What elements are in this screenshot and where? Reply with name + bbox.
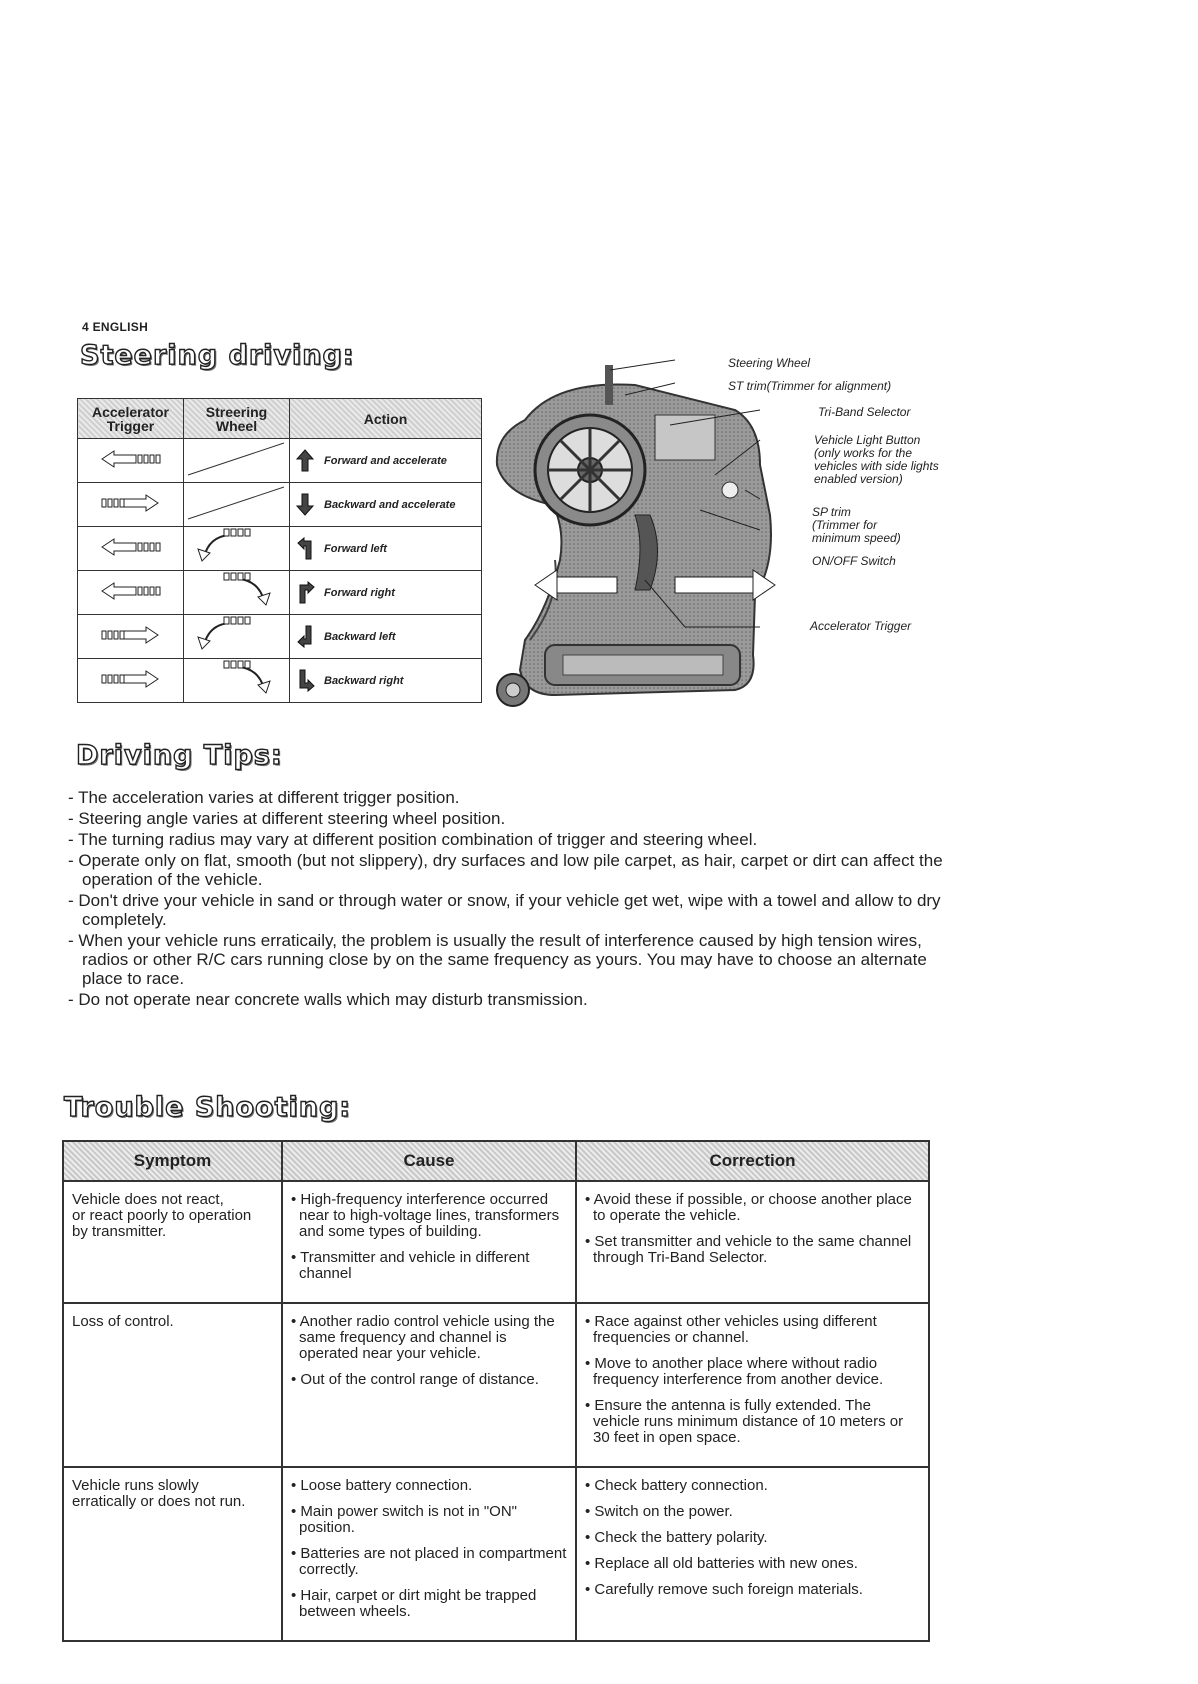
- cause-item: • Another radio control vehicle using the same frequency and channel is operated near your vehicle.: [291, 1313, 555, 1362]
- steering-wheel-icon: [535, 415, 645, 525]
- wheel-cell: [184, 527, 290, 571]
- trigger-forward-icon: [100, 581, 162, 601]
- symptom-cell: Vehicle runs slowly erratically or does not run.: [63, 1467, 282, 1641]
- trigger-forward-icon: [100, 537, 162, 557]
- cause-item: • Batteries are not placed in compartment correctly.: [291, 1545, 567, 1578]
- label-sp-trim: SP trim (Trimmer for minimum speed): [812, 505, 901, 545]
- action-cell: [290, 439, 482, 483]
- cause-cell: [282, 1181, 576, 1303]
- col-accelerator: Accelerator Trigger: [78, 399, 184, 439]
- trouble-title: Trouble Shooting:: [64, 1092, 352, 1123]
- action-label: Backward and accelerate: [324, 498, 456, 511]
- cause-cell: [282, 1303, 576, 1467]
- wheel-cell: [184, 483, 290, 527]
- trigger-backward-icon: [100, 669, 162, 689]
- page-header: 4 ENGLISH: [82, 320, 149, 334]
- trigger-cell: [78, 483, 184, 527]
- steering-row: [78, 439, 482, 483]
- action-cell: [290, 571, 482, 615]
- label-tri-band: Tri-Band Selector: [818, 405, 911, 419]
- correction-item: • Carefully remove such foreign materials.: [585, 1581, 863, 1598]
- label-st-trim: ST trim(Trimmer for alignment): [728, 379, 892, 393]
- tip-item: - Do not operate near concrete walls which may disturb transmission.: [68, 990, 588, 1009]
- back-right-icon: [296, 669, 316, 693]
- steering-row: [78, 571, 482, 615]
- tips-title: Driving Tips:: [76, 740, 283, 771]
- cause-item: • Hair, carpet or dirt might be trapped between wheels.: [291, 1587, 537, 1620]
- steering-row: [78, 483, 482, 527]
- tip-item: - The acceleration varies at different trigger position.: [68, 788, 460, 807]
- col-cause: Cause: [282, 1141, 576, 1181]
- arrow-up-icon: [296, 449, 316, 473]
- steer-right-icon: [184, 571, 289, 611]
- cause-item: • High-frequency interference occurred near to high-voltage lines, transformers and some types of building.: [291, 1191, 560, 1240]
- wheel-cell: [184, 571, 290, 615]
- cause-item: • Out of the control range of distance.: [291, 1371, 539, 1388]
- tip-item: - Steering angle varies at different steering wheel position.: [68, 809, 506, 828]
- col-correction: Correction: [576, 1141, 929, 1181]
- cause-item: • Transmitter and vehicle in different channel: [291, 1249, 530, 1282]
- steer-left-icon: [184, 527, 289, 567]
- tip-item: - The turning radius may vary at different position combination of trigger and steering wheel.: [68, 830, 758, 849]
- tip-item: - When your vehicle runs erraticaily, the problem is usually the result of interference caused by high tension wires, radios or other R/C cars running close by on the same frequency as yours. You may have to choose an alternate place to race.: [68, 931, 927, 988]
- col-symptom: Symptom: [63, 1141, 282, 1181]
- correction-item: • Avoid these if possible, or choose another place to operate the vehicle.: [585, 1191, 912, 1224]
- cause-item: • Loose battery connection.: [291, 1477, 473, 1494]
- trigger-cell: [78, 659, 184, 703]
- correction-item: • Set transmitter and vehicle to the same channel through Tri-Band Selector.: [585, 1233, 912, 1266]
- steering-row: [78, 615, 482, 659]
- action-cell: [290, 615, 482, 659]
- back-left-icon: [296, 625, 316, 649]
- trigger-cell: [78, 527, 184, 571]
- tip-item: - Don't drive your vehicle in sand or through water or snow, if your vehicle get wet, wipe with a towel and allow to dry completely.: [68, 891, 941, 929]
- correction-item: • Check battery connection.: [585, 1477, 768, 1494]
- correction-item: • Race against other vehicles using different frequencies or channel.: [585, 1313, 877, 1346]
- correction-item: • Check the battery polarity.: [585, 1529, 768, 1546]
- trouble-row: [63, 1467, 929, 1641]
- trigger-backward-icon: [100, 625, 162, 645]
- steer-right-icon: [184, 659, 289, 699]
- correction-item: • Move to another place where without radio frequency interference from another device.: [585, 1355, 884, 1388]
- trigger-backward-icon: [100, 493, 162, 513]
- correction-cell: [576, 1467, 929, 1641]
- trigger-forward-icon: [100, 449, 162, 469]
- col-action: Action: [290, 399, 482, 439]
- trigger-cell: [78, 571, 184, 615]
- wheel-cell: [184, 659, 290, 703]
- steering-row: [78, 659, 482, 703]
- correction-cell: [576, 1303, 929, 1467]
- correction-item: • Ensure the antenna is fully extended. The vehicle runs minimum distance of 10 meters or 30 feet in open space.: [585, 1397, 904, 1446]
- turn-right-icon: [296, 581, 316, 605]
- action-cell: [290, 527, 482, 571]
- cause-item: • Main power switch is not in "ON" position.: [291, 1503, 517, 1536]
- symptom-cell: Loss of control.: [63, 1303, 282, 1467]
- label-on-off: ON/OFF Switch: [812, 554, 896, 568]
- correction-item: • Replace all old batteries with new ones.: [585, 1555, 858, 1572]
- no-steering-icon: [184, 439, 289, 479]
- action-label: Backward right: [324, 674, 404, 687]
- trigger-cell: [78, 439, 184, 483]
- action-label: Forward and accelerate: [324, 454, 447, 467]
- no-steering-icon: [184, 483, 289, 523]
- trigger-cell: [78, 615, 184, 659]
- action-label: Backward left: [324, 630, 396, 643]
- action-cell: [290, 483, 482, 527]
- transmitter-diagram: [485, 355, 805, 730]
- trouble-table: [62, 1140, 930, 1642]
- label-accelerator: Accelerator Trigger: [810, 619, 912, 633]
- arrow-down-icon: [296, 493, 316, 517]
- action-label: Forward left: [324, 542, 387, 555]
- correction-cell: [576, 1181, 929, 1303]
- steer-left-icon: [184, 615, 289, 655]
- turn-left-icon: [296, 537, 316, 561]
- cause-cell: [282, 1467, 576, 1641]
- wheel-cell: [184, 439, 290, 483]
- label-steering-wheel: Steering Wheel: [728, 356, 811, 370]
- label-vehicle-light: Vehicle Light Button (only works for the vehicles with side lights enabled version): [814, 433, 939, 486]
- trouble-row: [63, 1181, 929, 1303]
- steering-row: [78, 527, 482, 571]
- trouble-row: [63, 1303, 929, 1467]
- tips-list: [68, 788, 948, 1011]
- action-cell: [290, 659, 482, 703]
- wheel-cell: [184, 615, 290, 659]
- col-wheel: Streering Wheel: [184, 399, 290, 439]
- steering-table: [77, 398, 482, 703]
- steering-title: Steering driving:: [80, 340, 355, 371]
- symptom-cell: Vehicle does not react, or react poorly to operation by transmitter.: [63, 1181, 282, 1303]
- correction-item: • Switch on the power.: [585, 1503, 733, 1520]
- tip-item: - Operate only on flat, smooth (but not slippery), dry surfaces and low pile carpet, as hair, carpet or dirt can affect the operation of the vehicle.: [68, 851, 943, 889]
- action-label: Forward right: [324, 586, 395, 599]
